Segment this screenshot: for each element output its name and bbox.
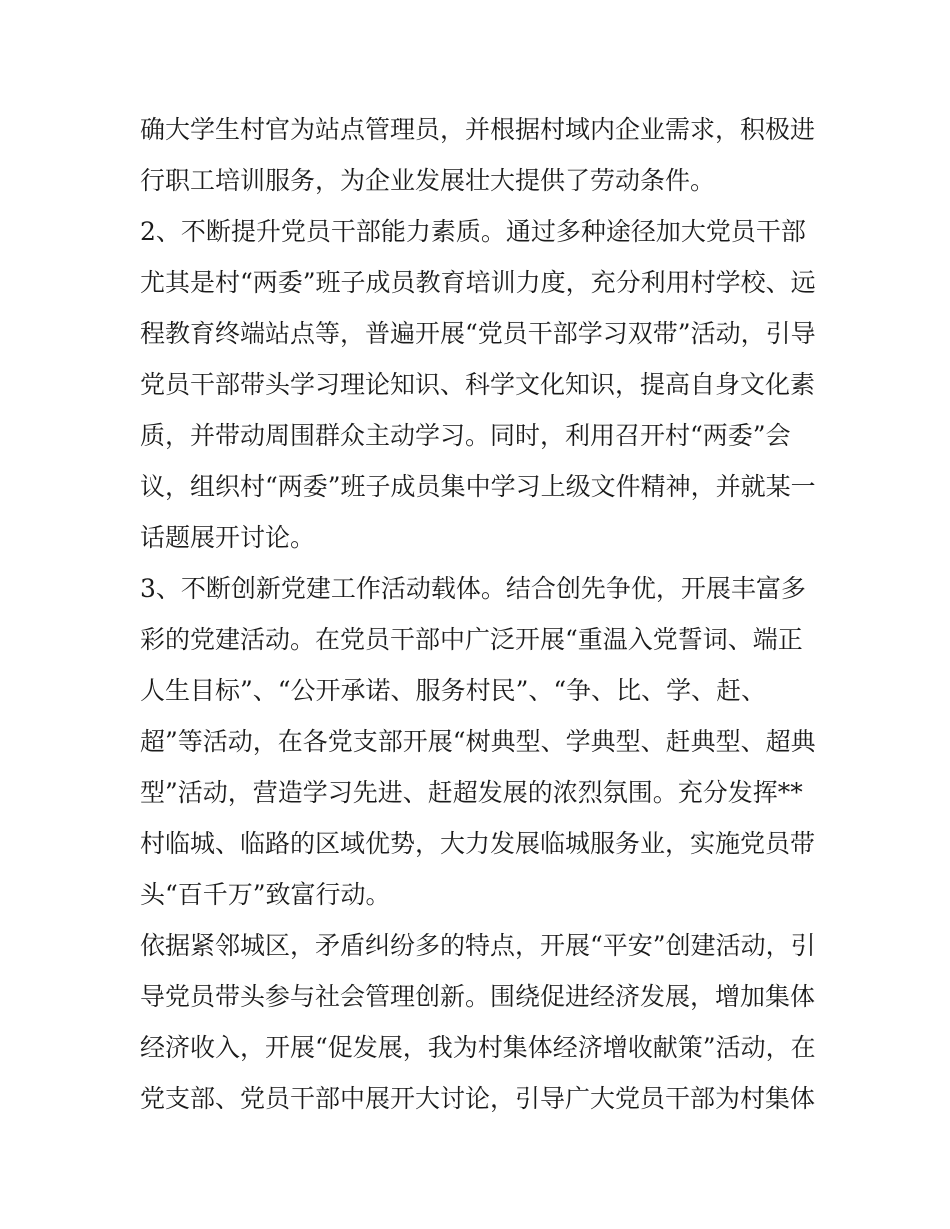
- text-line-11: 彩的党建活动。在党员干部中广泛开展“重温入党誓词、端正: [140, 625, 803, 654]
- text-line-2: 行职工培训服务，为企业发展壮大提供了劳动条件。: [140, 166, 716, 195]
- text-line-8: 议，组织村“两委”班子成员集中学习上级文件精神，并就某一: [140, 472, 816, 501]
- text-line-9: 话题展开讨论。: [140, 523, 316, 552]
- text-line-20: 党支部、党员干部中展开大讨论，引导广大党员干部为村集体: [140, 1084, 816, 1113]
- text-line-14: 型”活动，营造学习先进、赶超发展的浓烈氛围。充分发挥**: [140, 778, 803, 807]
- text-line-17: 依据紧邻城区，矛盾纠纷多的特点，开展“平安”创建活动，引: [140, 931, 816, 960]
- text-line-16: 头“百千万”致富行动。: [140, 880, 391, 909]
- text-line-7: 质，并带动周围群众主动学习。同时，利用召开村“两委”会: [140, 421, 791, 450]
- text-line-5: 程教育终端站点等，普遍开展“党员干部学习双带”活动，引导: [140, 319, 816, 348]
- text-line-4: 尤其是村“两委”班子成员教育培训力度，充分利用村学校、远: [140, 268, 816, 297]
- text-line-12: 人生目标”、“公开承诺、服务村民”、“争、比、学、赶、: [140, 676, 767, 705]
- text-line-10: 3、不断创新党建工作活动载体。结合创先争优，开展丰富多: [140, 574, 806, 603]
- text-line-3: 2、不断提升党员干部能力素质。通过多种途径加大党员干部: [140, 217, 806, 246]
- text-line-19: 经济收入，开展“促发展，我为村集体经济增收献策”活动，在: [140, 1033, 816, 1062]
- text-line-15: 村临城、临路的区域优势，大力发展临城服务业，实施党员带: [140, 829, 816, 858]
- text-line-18: 导党员带头参与社会管理创新。围绕促进经济发展，增加集体: [140, 982, 816, 1011]
- text-line-6: 党员干部带头学习理论知识、科学文化知识，提高自身文化素: [140, 370, 816, 399]
- text-line-1: 确大学生村官为站点管理员，并根据村域内企业需求，积极进: [140, 115, 816, 144]
- body-text: [140, 104, 820, 1124]
- text-line-13: 超”等活动，在各党支部开展“树典型、学典型、赶典型、超典: [140, 727, 816, 756]
